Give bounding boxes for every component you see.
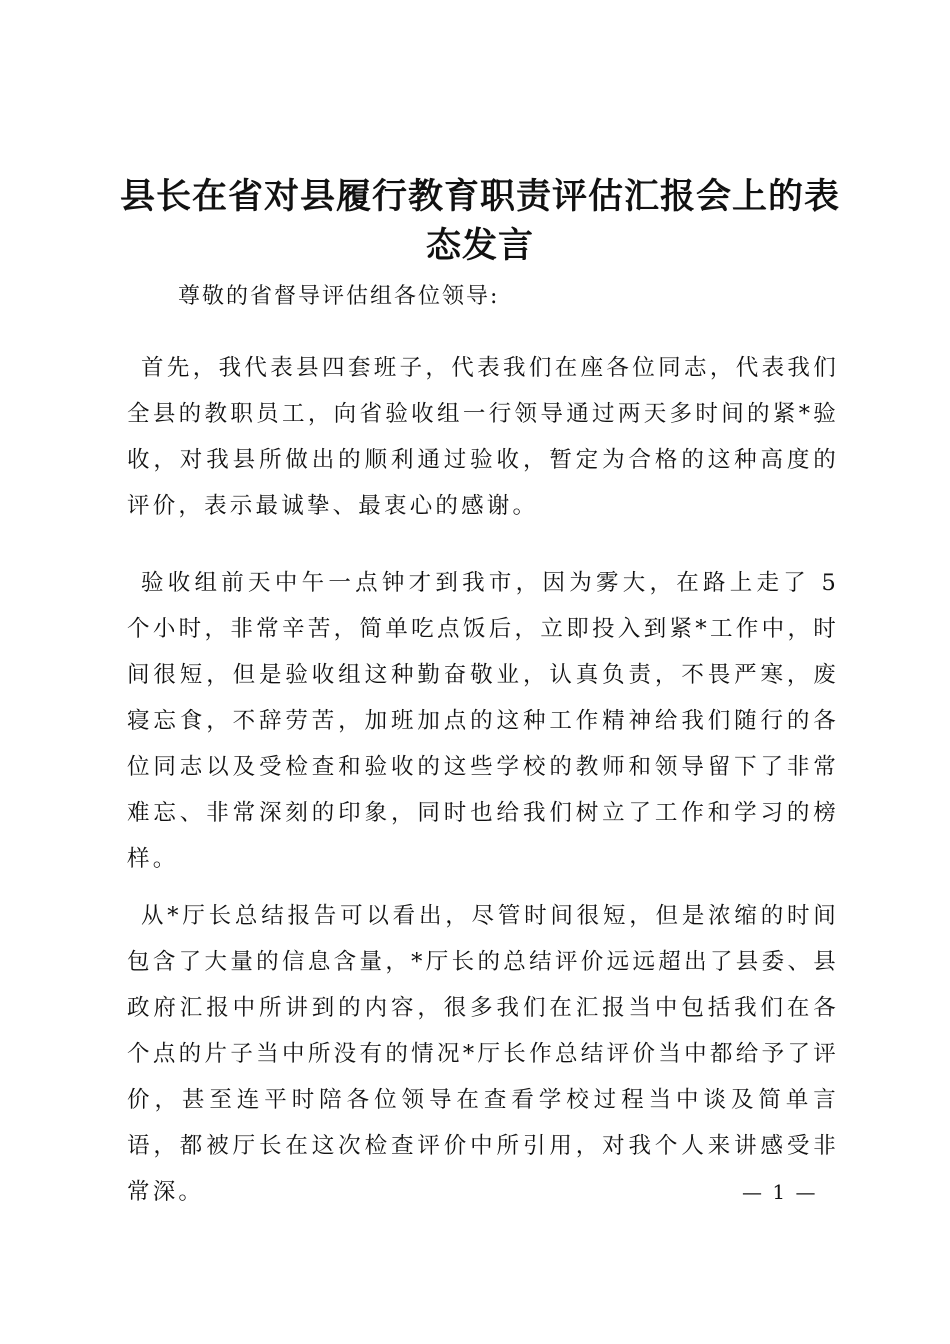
body-paragraph: 从*厅长总结报告可以看出，尽管时间很短，但是浓缩的时间包含了大量的信息含量，*厅长的总结评价远远超出了县委、县政府汇报中所讲到的内容，很多我们在汇报当中包括我们在各个点的片子当中所没有的情况*厅长作总结评价当中都给予了评价，甚至连平时陪各位领导在查看学校过程当中谈及简单言语，都被厅长在这次检查评价中所引用，对我个人来讲感受非常深。 bbox=[127, 903, 839, 1205]
document-title: 县长在省对县履行教育职责评估汇报会上的表态发言 bbox=[120, 176, 841, 266]
salutation: 尊敬的省督导评估组各位领导: bbox=[178, 284, 500, 309]
page-number: — 1 — bbox=[742, 1180, 818, 1204]
body-paragraph: 验收组前天中午一点钟才到我市，因为雾大，在路上走了 5 个小时，非常辛苦，简单吃点饭后，立即投入到紧*工作中，时间很短，但是验收组这种勤奋敬业，认真负责，不畏严寒，废寝忘食，不辞劳苦，加班加点的这种工作精神给我们随行的各位同志以及受检查和验收的这些学校的教师和领导留下了非常难忘、非常深刻的印象，同时也给我们树立了工作和学习的榜样。 bbox=[127, 570, 839, 872]
body-paragraph: 首先，我代表县四套班子，代表我们在座各位同志，代表我们全县的教职员工，向省验收组一行领导通过两天多时间的紧*验收，对我县所做出的顺利通过验收，暂定为合格的这种高度的评价，表示最诚挚、最衷心的感谢。 bbox=[127, 355, 839, 519]
